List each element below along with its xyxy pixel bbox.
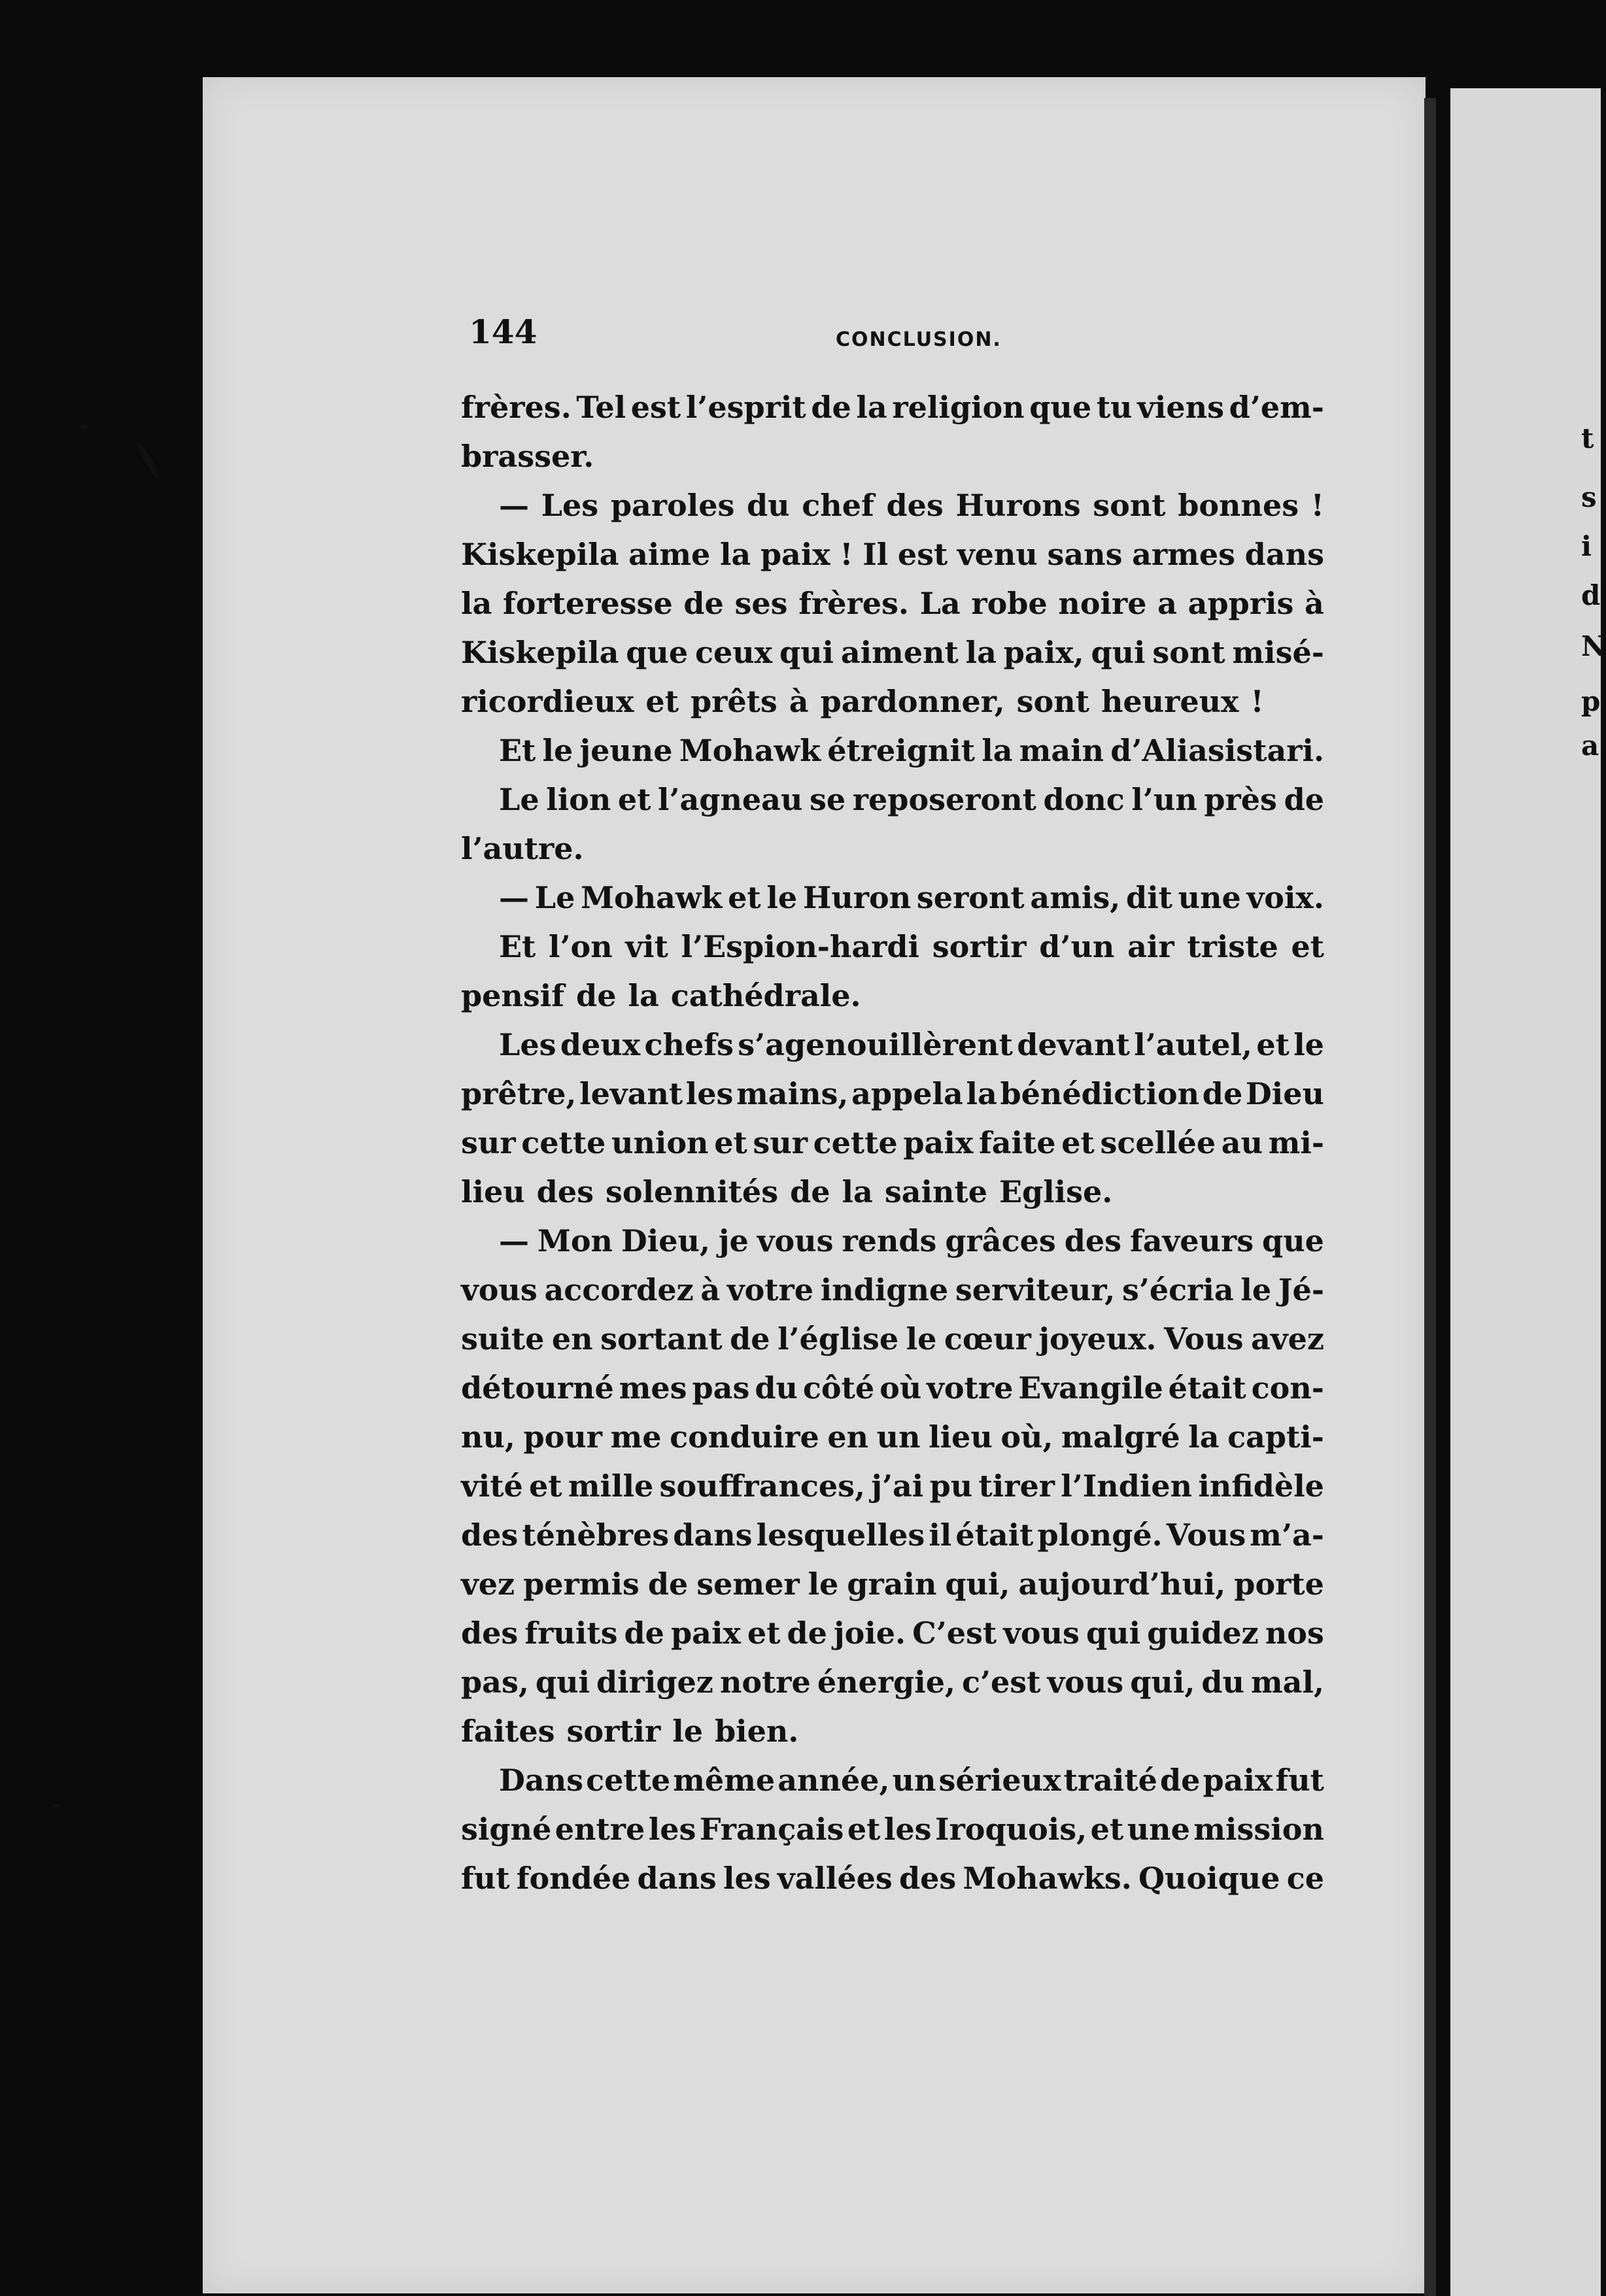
text-line: fut fondée dans les vallées des Mohawks. Quoique ce: [461, 1861, 1324, 1896]
text-line: — Le Mohawk et le Huron seront amis, dit une voix.: [499, 880, 1324, 915]
facing-page-letter: a: [1581, 730, 1599, 762]
facing-page-edge: [1450, 88, 1601, 2296]
scan-speck: [78, 425, 88, 429]
facing-page-letter: t: [1581, 422, 1594, 454]
scan-speck: [52, 1804, 60, 1808]
text-line: vez permis de semer le grain qui, aujourd’hui, porte: [461, 1566, 1324, 1602]
scan-speck: [136, 443, 162, 480]
text-line: la forteresse de ses frères. La robe noire a appris à: [461, 586, 1324, 621]
text-line: faites sortir le bien.: [461, 1714, 799, 1749]
facing-page-letter: d: [1581, 579, 1601, 611]
text-line: Dans cette même année, un sérieux traité de paix fut: [499, 1763, 1324, 1798]
text-line: suite en sortant de l’église le cœur joyeux. Vous avez: [461, 1321, 1324, 1357]
text-line: nu, pour me conduire en un lieu où, malgré la capti-: [461, 1419, 1324, 1455]
text-line: prêtre, levant les mains, appela la bénédiction de Dieu: [461, 1076, 1324, 1111]
text-line: des fruits de paix et de joie. C’est vous qui guidez nos: [461, 1615, 1324, 1651]
text-line: Kiskepila aime la paix ! Il est venu sans armes dans: [461, 537, 1324, 572]
facing-page-letter: i: [1581, 530, 1592, 562]
text-line: Les deux chefs s’agenouillèrent devant l’autel, et le: [499, 1027, 1324, 1062]
text-line: frères. Tel est l’esprit de la religion que tu viens d’em-: [461, 390, 1324, 425]
text-line: vous accordez à votre indigne serviteur, s’écria le Jé-: [461, 1272, 1324, 1308]
text-line: brasser.: [461, 439, 594, 474]
text-line: ricordieux et prêts à pardonner, sont heureux !: [461, 684, 1264, 719]
text-line: sur cette union et sur cette paix faite et scellée au mi-: [461, 1125, 1324, 1160]
text-line: Le lion et l’agneau se reposeront donc l’un près de: [499, 782, 1324, 817]
text-line: pensif de la cathédrale.: [461, 978, 861, 1013]
text-line: l’autre.: [461, 831, 584, 866]
text-line: détourné mes pas du côté où votre Evangile était con-: [461, 1370, 1324, 1406]
text-line: vité et mille souffrances, j’ai pu tirer l’Indien infidèle: [461, 1468, 1324, 1504]
text-line: — Mon Dieu, je vous rends grâces des faveurs que: [499, 1223, 1324, 1258]
text-line: lieu des solennités de la sainte Eglise.: [461, 1174, 1113, 1209]
text-line: Et l’on vit l’Espion-hardi sortir d’un air triste et: [499, 929, 1324, 964]
text-line: pas, qui dirigez notre énergie, c’est vous qui, du mal,: [461, 1664, 1324, 1700]
running-title: CONCLUSION.: [836, 328, 1002, 351]
text-line: des ténèbres dans lesquelles il était plongé. Vous m’a-: [461, 1517, 1324, 1553]
body-text: [461, 383, 1324, 1903]
facing-page-letter: N: [1581, 630, 1606, 662]
facing-page-letter: p: [1581, 685, 1601, 717]
page-number: 144: [469, 312, 538, 351]
text-line: Kiskepila que ceux qui aiment la paix, qui sont misé-: [461, 635, 1324, 670]
text-line: signé entre les Français et les Iroquois, et une mission: [461, 1812, 1324, 1847]
page-gutter-shadow: [1424, 98, 1436, 2296]
text-line: — Les paroles du chef des Hurons sont bonnes !: [499, 488, 1324, 523]
text-line: Et le jeune Mohawk étreignit la main d’Aliasistari.: [499, 733, 1324, 768]
facing-page-letter: s: [1581, 481, 1597, 513]
